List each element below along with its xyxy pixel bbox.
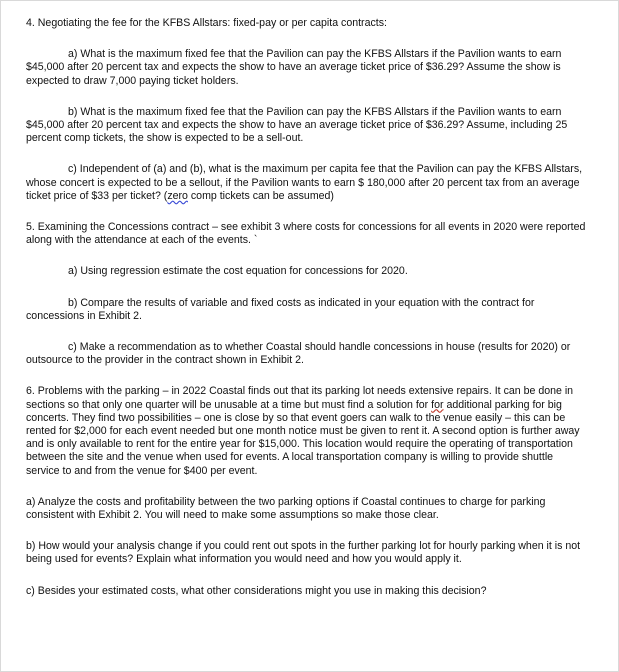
q5-part-a: a) Using regression estimate the cost equation for concessions for 2020. [68, 265, 408, 278]
q4-heading: 4. Negotiating the fee for the KFBS Allstars: fixed-pay or per capita contracts: [26, 17, 387, 29]
q6-heading-text-1: 6. Problems with the parking – in 2022 Coastal finds out that its parking lot needs extensive repairs. It can be done in sections so that only one quarter will be unusable at a time but must find a solution for [26, 385, 574, 411]
q5-part-b: b) Compare the results of variable and fixed costs as indicated in your equation with the contract for concessions in Exhibit 2. [26, 296, 535, 322]
q6-part-b: b) How would your analysis change if you could rent out spots in the further parking lot for hourly parking when it is not being used for events? Explain what information you would need and how you would apply it. [26, 540, 581, 566]
q4-part-c-zero: zero [167, 189, 188, 202]
q4-part-c-text-2: comp tickets can be assumed) [187, 189, 334, 202]
q6-heading-for: for [431, 398, 444, 411]
q4-part-b: b) What is the maximum fixed fee that the Pavilion can pay the KFBS Allstars if the Pavilion wants to earn $45,000 after 20 percent tax and expects the show to have an average ticket price of $36.29? Assume, including 25 percent comp tickets, the show is expected to be a sell-out. [26, 105, 568, 145]
q6-heading-text-2: additional parking for big concerts. They find two possibilities – one is close by so that event goers can walk to the venue easily – this can be rented for $2,000 for each event needed but one month notice must be given to rent it. A second option is further away and is only available to rent for the entire year for $15,000. This location would require the operating of transportation between the site and the venue when used for events. A local transportation company is willing to provide shuttle service to and from the venue for $400 per event. [26, 398, 580, 477]
q6-heading [26, 385, 586, 477]
q5-heading: 5. Examining the Concessions contract – see exhibit 3 where costs for concessions for all events in 2020 were reported along with the attendance at each of the events. ` [26, 221, 586, 247]
q6-part-a: a) Analyze the costs and profitability between the two parking options if Coastal continues to charge for parking consistent with Exhibit 2. You will need to make some assumptions so make those clear. [26, 495, 546, 522]
q4-part-c-text-1: c) Independent of (a) and (b), what is the maximum per capita fee that the Pavilion can pay the KFBS Allstars, whose concert is expected to be a sellout, if the Pavilion wants to earn $ 180,000 after 20 percent tax from an average ticket price of $33 per ticket? ( [26, 163, 583, 202]
q6-part-c: c) Besides your estimated costs, what other considerations might you use in making this decision? [26, 584, 487, 597]
q4-part-c [26, 163, 586, 203]
document-body [26, 17, 586, 598]
q4-part-a: a) What is the maximum fixed fee that the Pavilion can pay the KFBS Allstars if the Pavilion wants to earn $45,000 after 20 percent tax and expects the show to have an average ticket price of $36.29? Assume the show is expected to draw 7,000 paying ticket holders. [26, 48, 562, 87]
q5-part-c: c) Make a recommendation as to whether Coastal should handle concessions in house (results for 2020) or outsource to the provider in the contract shown in Exhibit 2. [26, 341, 571, 367]
